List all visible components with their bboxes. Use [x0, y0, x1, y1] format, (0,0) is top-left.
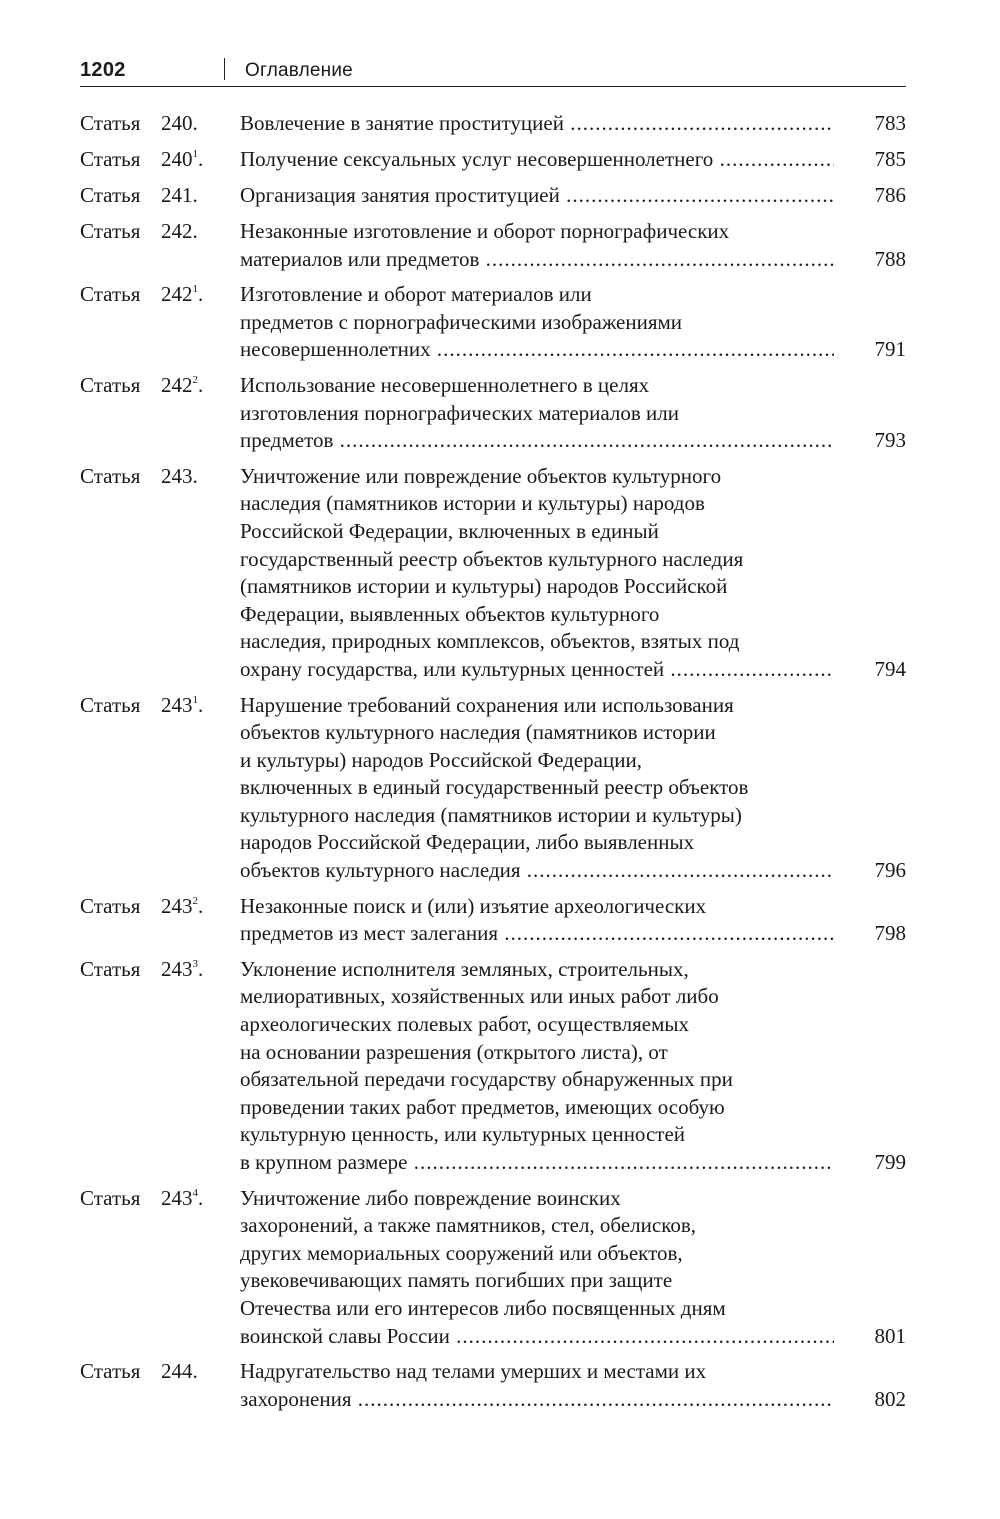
article-number: 243	[161, 893, 193, 918]
title-line: Федерации, выявленных объектов культурного	[240, 601, 660, 626]
article-period: .	[192, 111, 198, 135]
article-number: 243	[161, 956, 193, 981]
article-label	[80, 463, 198, 491]
title-line: предметов из мест залегания .....	[240, 920, 834, 948]
article-word: Статья	[80, 111, 141, 135]
toc-entry[interactable]	[80, 692, 906, 885]
page-reference[interactable]: 791	[846, 336, 906, 364]
article-number: 242	[161, 372, 193, 397]
toc-entry[interactable]	[80, 146, 906, 174]
entry-title	[240, 692, 906, 885]
title-line: захоронения .....	[240, 1386, 834, 1414]
entry-title	[240, 110, 906, 138]
title-line: материалов или предметов .....	[240, 246, 834, 274]
entry-title	[240, 893, 906, 948]
title-line: воинской славы России .....	[240, 1323, 834, 1351]
article-word: Статья	[80, 893, 141, 918]
article-number: 241	[161, 183, 193, 207]
title-line: Изготовление и оборот материалов или	[240, 282, 592, 307]
article-label	[80, 1185, 203, 1213]
toc-entry[interactable]	[80, 281, 906, 364]
entry-title	[240, 146, 906, 174]
page-reference[interactable]: 783	[846, 110, 906, 138]
title-line: Организация занятия проституцией .....	[240, 182, 834, 210]
title-line: захоронений, а также памятников, стел, обелисков,	[240, 1213, 697, 1238]
title-line: увековечивающих память погибших при защите	[240, 1268, 673, 1293]
title-line: других мемориальных сооружений или объектов,	[240, 1240, 683, 1265]
toc-entry[interactable]	[80, 1358, 906, 1413]
toc-entry[interactable]	[80, 110, 906, 138]
article-label	[80, 372, 203, 400]
article-period: .	[198, 372, 204, 397]
entry-title	[240, 1358, 906, 1413]
article-number: 243	[161, 463, 193, 488]
toc-entry[interactable]	[80, 1185, 906, 1351]
toc-entry[interactable]	[80, 893, 906, 948]
toc-entry[interactable]	[80, 463, 906, 684]
running-head	[80, 50, 906, 87]
article-superscript: 1	[192, 148, 198, 160]
article-word: Статья	[80, 1359, 141, 1384]
title-line: обязательной передачи государству обнаруженных при	[240, 1067, 733, 1092]
title-line: наследия (памятников истории и культуры) народов	[240, 491, 705, 516]
entry-title	[240, 1185, 906, 1351]
page-reference[interactable]: 793	[846, 427, 906, 455]
title-line: охрану государства, или культурных ценностей .....	[240, 656, 834, 684]
entry-title	[240, 182, 906, 210]
article-word: Статья	[80, 147, 141, 171]
title-line: проведении таких работ предметов, имеющих особую	[240, 1094, 725, 1119]
entry-title	[240, 956, 906, 1177]
article-number: 240	[161, 147, 193, 171]
title-line: наследия, природных комплексов, объектов, взятых под	[240, 629, 740, 654]
article-number: 240	[161, 111, 193, 135]
article-label	[80, 1358, 198, 1386]
title-line: Получение сексуальных услуг несовершеннолетнего .....	[240, 146, 834, 174]
table-of-contents	[80, 110, 906, 1421]
title-line: мелиоративных, хозяйственных или иных работ либо	[240, 984, 719, 1009]
title-line: Вовлечение в занятие проституцией .....	[240, 110, 834, 138]
title-line: Отечества или его интересов либо посвященных дням	[240, 1295, 726, 1320]
title-line: объектов культурного наследия (памятников истории	[240, 720, 716, 745]
title-line: Нарушение требований сохранения или использования	[240, 692, 734, 717]
article-period: .	[198, 692, 204, 717]
toc-entry[interactable]	[80, 218, 906, 273]
article-label	[80, 893, 203, 921]
title-line: Уничтожение или повреждение объектов культурного	[240, 463, 722, 488]
article-period: .	[192, 1359, 198, 1384]
article-label	[80, 956, 203, 984]
article-period: .	[198, 893, 204, 918]
article-word: Статья	[80, 219, 141, 243]
article-label	[80, 146, 203, 174]
article-superscript: 1	[192, 283, 198, 296]
entry-title	[240, 218, 906, 273]
title-line: народов Российской Федерации, либо выявленных	[240, 830, 695, 855]
page-reference[interactable]: 798	[846, 920, 906, 948]
article-period: .	[198, 147, 204, 171]
article-superscript: 3	[192, 957, 198, 970]
article-period: .	[192, 219, 198, 243]
entry-title	[240, 372, 906, 455]
article-word: Статья	[80, 692, 141, 717]
article-word: Статья	[80, 282, 141, 307]
article-superscript: 4	[192, 1186, 198, 1199]
article-period: .	[192, 463, 198, 488]
page-reference[interactable]: 796	[846, 857, 906, 885]
page-reference[interactable]: 802	[846, 1386, 906, 1414]
title-line: предметов .....	[240, 427, 834, 455]
toc-entry[interactable]	[80, 956, 906, 1177]
article-word: Статья	[80, 463, 141, 488]
title-line: культурного наследия (памятников истории и культуры)	[240, 802, 742, 827]
title-line: на основании разрешения (открытого листа), от	[240, 1039, 668, 1064]
article-label	[80, 218, 198, 246]
article-label	[80, 281, 203, 309]
section-title: Оглавление	[245, 60, 353, 81]
title-line: Незаконные поиск и (или) изъятие археологических	[240, 893, 707, 918]
article-word: Статья	[80, 1185, 141, 1210]
article-period: .	[192, 183, 198, 207]
title-line: и культуры) народов Российской Федерации,	[240, 747, 642, 772]
page-reference[interactable]: 788	[846, 246, 906, 274]
article-label	[80, 182, 198, 210]
page-number: 1202	[80, 59, 126, 81]
article-word: Статья	[80, 372, 141, 397]
article-period: .	[198, 1185, 204, 1210]
article-superscript: 2	[192, 894, 198, 907]
article-label	[80, 110, 198, 138]
article-number: 244	[161, 1359, 193, 1384]
article-word: Статья	[80, 183, 141, 207]
title-line: Уклонение исполнителя земляных, строительных,	[240, 956, 689, 981]
article-label	[80, 692, 203, 720]
title-line: Незаконные изготовление и оборот порнографических	[240, 219, 730, 243]
article-number: 243	[161, 1185, 193, 1210]
title-line: культурную ценность, или культурных ценностей	[240, 1122, 686, 1147]
header-divider	[224, 58, 225, 80]
entry-title	[240, 281, 906, 364]
article-number: 242	[161, 282, 193, 307]
article-word: Статья	[80, 956, 141, 981]
title-line: (памятников истории и культуры) народов Российской	[240, 574, 728, 599]
title-line: Уничтожение либо повреждение воинских	[240, 1185, 621, 1210]
page-reference[interactable]: 801	[846, 1323, 906, 1351]
page-reference[interactable]: 799	[846, 1149, 906, 1177]
page-reference[interactable]: 786	[846, 182, 906, 210]
article-superscript: 1	[192, 693, 198, 706]
entry-title	[240, 463, 906, 684]
title-line: в крупном размере .....	[240, 1149, 834, 1177]
article-period: .	[198, 282, 204, 307]
title-line: Российской Федерации, включенных в единый	[240, 518, 659, 543]
toc-entry[interactable]	[80, 182, 906, 210]
toc-entry[interactable]	[80, 372, 906, 455]
title-line: Надругательство над телами умерших и местами их	[240, 1359, 707, 1384]
title-line: включенных в единый государственный реестр объектов	[240, 775, 749, 800]
article-number: 243	[161, 692, 193, 717]
title-line: государственный реестр объектов культурного наследия	[240, 546, 744, 571]
title-line: Использование несовершеннолетнего в целях	[240, 372, 650, 397]
article-superscript: 2	[192, 373, 198, 386]
page-reference[interactable]: 785	[846, 146, 906, 174]
title-line: изготовления порнографических материалов или	[240, 400, 680, 425]
title-line: несовершеннолетних .....	[240, 336, 834, 364]
title-line: предметов с порнографическими изображениями	[240, 309, 683, 334]
title-line: объектов культурного наследия .....	[240, 857, 834, 885]
page-reference[interactable]: 794	[846, 656, 906, 684]
title-line: археологических полевых работ, осуществляемых	[240, 1012, 690, 1037]
article-number: 242	[161, 219, 193, 243]
article-period: .	[198, 956, 204, 981]
